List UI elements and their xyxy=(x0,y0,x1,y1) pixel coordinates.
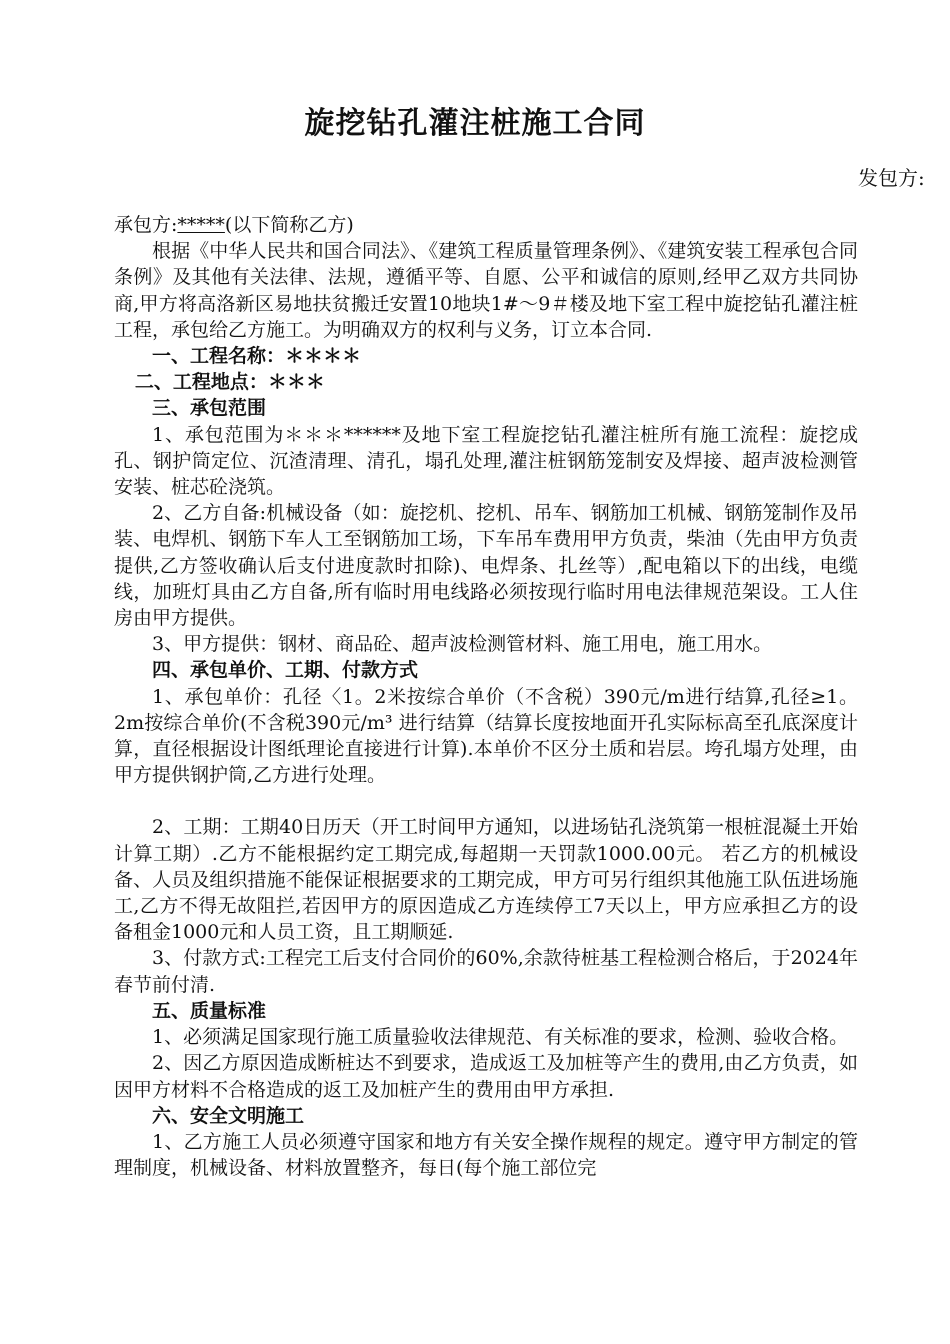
quality-paragraph-2: 2、因乙方原因造成断桩达不到要求，造成返工及加桩等产生的费用,由乙方负责，如因甲方材料不合格造成的返工及加桩产生的费用由甲方承担. xyxy=(114,1052,858,1101)
intro-paragraph: 根据《中华人民共和国合同法》、《建筑工程质量管理条例》、《建筑安装工程承包合同条例》及其他有关法律、法规，遵循平等、自愿、公平和诚信的原则,经甲乙双方共同协商,甲方将高洛新区易地扶贫搬迁安置10地块1#～9＃楼及地下室工程中旋挖钻孔灌注桩工程，承包给乙方施工。为明确双方的权利与义务，订立本合同. xyxy=(114,240,858,341)
employer-label: 发包方: xyxy=(858,166,925,190)
blank-line xyxy=(114,788,858,814)
scope-paragraph-3: 3、甲方提供：钢材、商品砼、超声波检测管材料、施工用电，施工用水。 xyxy=(152,633,773,656)
contract-body xyxy=(114,212,858,1181)
scope-paragraph-2: 2、乙方自备:机械设备（如：旋挖机、挖机、吊车、钢筋加工机械、钢筋笼制作及吊装、电焊机、钢筋下车人工至钢筋加工场，下车吊车费用甲方负责，柴油（先由甲方负责提供,乙方签收确认后支付进度款时扣除)、电焊条、扎丝等）,配电箱以下的出线，电缆线，加班灯具由乙方自备,所有临时用电线路必须按现行临时用电法律规范架设。工人住房由甲方提供。 xyxy=(114,502,858,630)
price-paragraph-2: 2、工期：工期40日历天（开工时间甲方通知，以进场钻孔浇筑第一根桩混凝土开始计算工期）.乙方不能根据约定工期完成,每超期一天罚款1000.00元。 若乙方的机械设备、人员及组织措施不能保证根据要求的工期完成，甲方可另行组织其他施工队伍进场施工,乙方不得无故阻拦,若因甲方的原因造成乙方连续停工7天以上，甲方应承担乙方的设备租金1000元和人员工资，且工期顺延. xyxy=(114,816,858,944)
quality-paragraph-1: 1、必须满足国家现行施工质量验收法律规范、有关标准的要求，检测、验收合格。 xyxy=(152,1026,849,1049)
contractor-suffix: (以下简称乙方) xyxy=(224,214,354,236)
contractor-line xyxy=(114,212,858,238)
section-price-heading: 四、承包单价、工期、付款方式 xyxy=(152,659,419,682)
section-project-name: 一、工程名称：＊＊＊＊ xyxy=(152,345,362,368)
contract-title: 旋挖钻孔灌注桩施工合同 xyxy=(304,106,646,141)
section-safety-heading: 六、安全文明施工 xyxy=(152,1104,305,1127)
price-paragraph-3: 3、付款方式:工程完工后支付合同价的60%,余款待桩基工程检测合格后，于2024年春节前付清. xyxy=(114,947,858,996)
section-quality-heading: 五、质量标准 xyxy=(152,999,267,1022)
section-project-location: 二、工程地点：＊＊＊ xyxy=(134,371,325,394)
section-scope-heading: 三、承包范围 xyxy=(152,397,267,420)
contractor-label: 承包方: xyxy=(114,214,178,236)
price-paragraph-1: 1、承包单价：孔径〈1。2米按综合单价（不含税）390元/m进行结算,孔径≥1。2m按综合单价(不含税390元/m³ 进行结算（结算长度按地面开孔实际标高至孔底深度计算，直径根据设计图纸理论直接进行计算).本单价不区分土质和岩层。垮孔塌方处理，由甲方提供钢护筒,乙方进行处理。 xyxy=(114,685,858,787)
safety-paragraph-1: 1、乙方施工人员必须遵守国家和地方有关安全操作规程的规定。遵守甲方制定的管理制度，机械设备、材料放置整齐，每日(每个施工部位完 xyxy=(114,1130,858,1180)
contractor-name: ***** xyxy=(177,214,225,236)
scope-paragraph-1: 1、承包范围为＊＊＊******及地下室工程旋挖钻孔灌注桩所有施工流程：旋挖成孔、钢护筒定位、沉渣清理、清孔，塌孔处理,灌注桩钢筋笼制安及焊接、超声波检测管安装、桩芯砼浇筑。 xyxy=(114,423,858,499)
